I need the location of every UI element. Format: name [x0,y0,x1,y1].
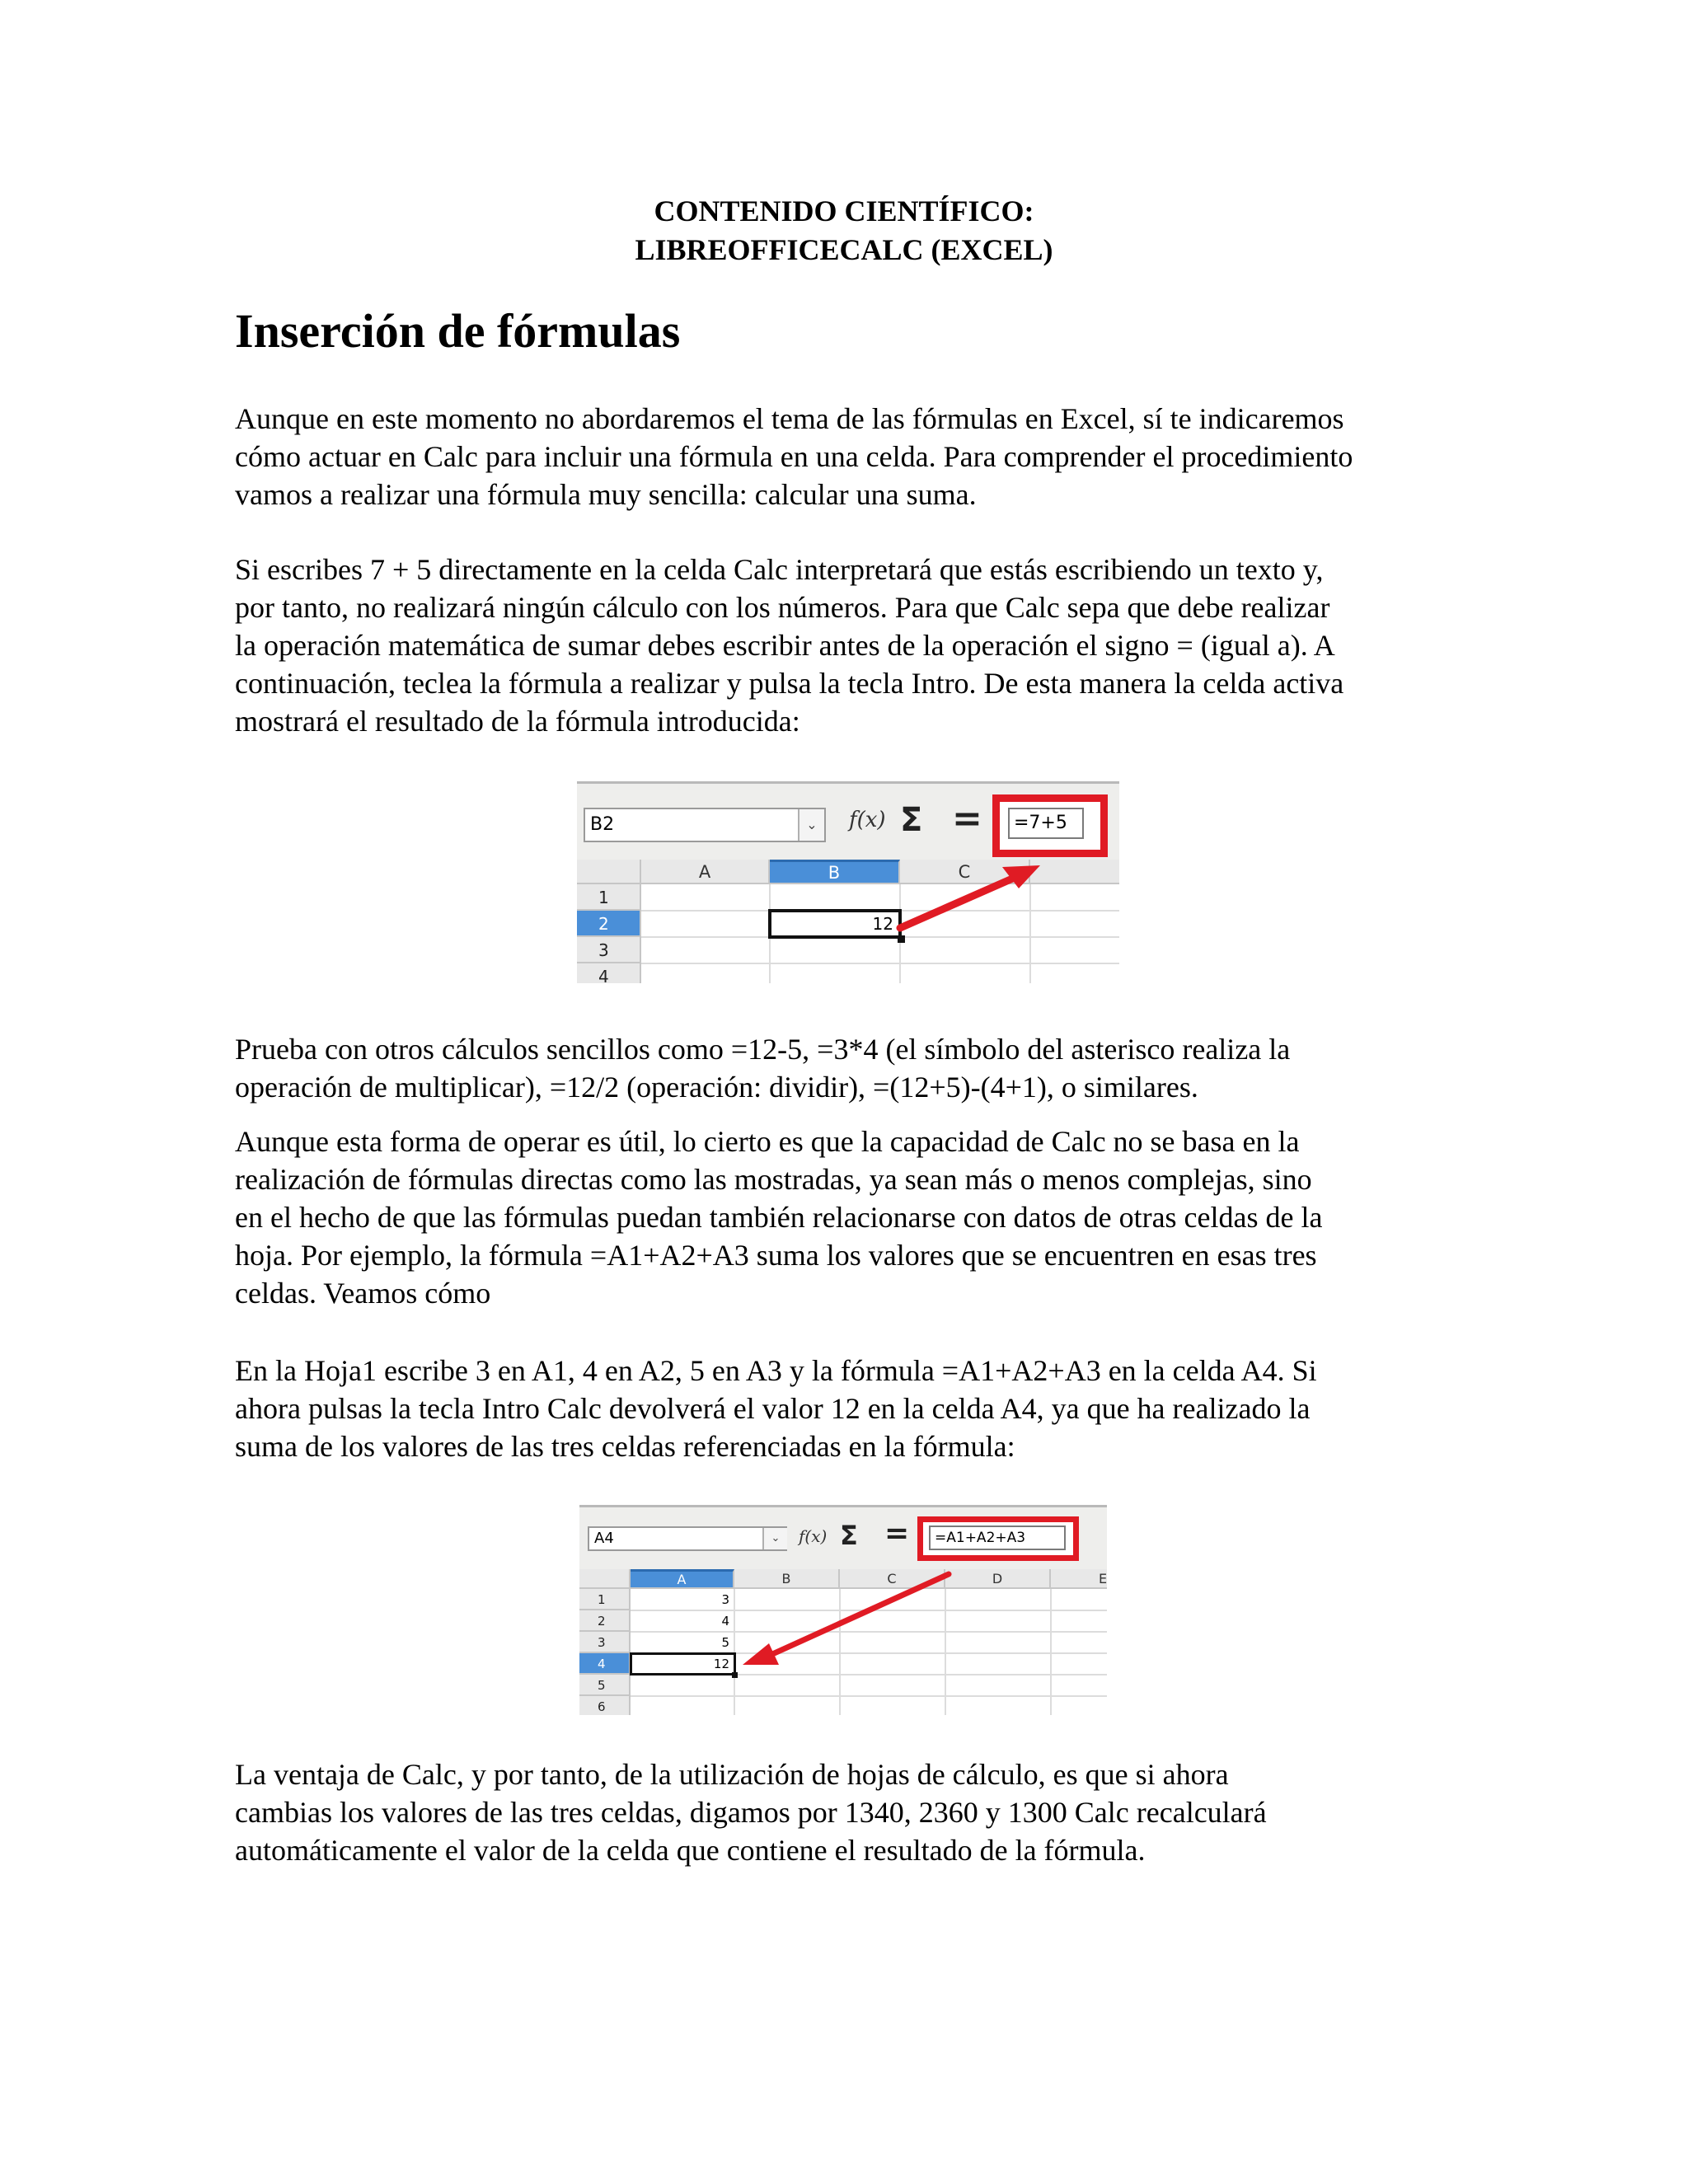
row-header-2[interactable]: 2 [577,911,641,937]
sigma-icon[interactable]: Σ [900,801,923,839]
column-header-c[interactable]: C [900,860,1030,884]
cell-a3-value: 5 [721,1635,729,1650]
red-arrow-icon [577,781,1119,983]
function-wizard-icon[interactable]: f(x) [799,1526,828,1546]
paragraph-line: ahora pulsas la tecla Intro Calc devolverá el valor 12 en la celda A4, ya que ha realizado la [235,1392,1311,1425]
red-arrow-icon [579,1505,1107,1715]
chevron-down-icon[interactable]: ⌄ [798,809,824,841]
paragraph-intro [235,400,1453,513]
cell-a4-value: 12 [713,1657,729,1671]
row-header-4[interactable]: 4 [577,963,641,983]
document-header-line-2: LIBREOFFICECALC (EXCEL) [635,233,1053,266]
section-heading: Inserción de fórmulas [235,304,681,358]
row-header-2[interactable]: 2 [579,1610,631,1632]
calc-screenshot-references [579,1505,1107,1715]
paragraph-line: por tanto, no realizará ningún cálculo con los números. Para que Calc sepa que debe realizar [235,591,1330,624]
sigma-icon[interactable]: Σ [840,1520,858,1551]
row-header-4[interactable]: 4 [579,1653,631,1675]
equals-icon[interactable]: = [884,1516,910,1550]
row-header-5[interactable]: 5 [579,1675,631,1696]
cell-a1-value: 3 [721,1592,729,1607]
column-header-c[interactable]: C [840,1569,945,1589]
paragraph-line: la operación matemática de sumar debes escribir antes de la operación el signo = (igual a). A [235,629,1335,662]
column-header-b[interactable]: B [734,1569,840,1589]
formula-input[interactable]: =A1+A2+A3 [929,1526,1066,1550]
name-box[interactable]: A4 [588,1526,787,1551]
row-header-1[interactable]: 1 [579,1589,631,1610]
paragraph-line: Si escribes 7 + 5 directamente en la celda Calc interpretará que estás escribiendo un texto y, [235,553,1324,586]
paragraph-line: celdas. Veamos cómo [235,1277,491,1310]
paragraph-formula-explanation [235,551,1453,740]
paragraph-cell-references [235,1122,1453,1312]
paragraph-line: suma de los valores de las tres celdas referenciadas en la fórmula: [235,1430,1015,1463]
paragraph-line: En la Hoja1 escribe 3 en A1, 4 en A2, 5 en A3 y la fórmula =A1+A2+A3 en la celda A4. Si [235,1354,1317,1387]
column-header-a[interactable]: A [641,860,770,884]
name-box[interactable]: B2 [584,808,826,842]
chevron-down-icon[interactable]: ⌄ [762,1528,787,1549]
paragraph-line: Aunque en este momento no abordaremos el tema de las fórmulas en Excel, sí te indicaremos [235,402,1344,435]
calc-screenshot-sum [577,781,1119,983]
cell-a2-value: 4 [721,1614,729,1629]
paragraph-line: cómo actuar en Calc para incluir una fórmula en una celda. Para comprender el procedimiento [235,440,1353,473]
paragraph-line: en el hecho de que las fórmulas puedan también relacionarse con datos de otras celdas de la [235,1201,1323,1234]
paragraph-hoja1-example [235,1352,1453,1465]
row-header-3[interactable]: 3 [577,937,641,963]
paragraph-line: La ventaja de Calc, y por tanto, de la utilización de hojas de cálculo, es que si ahora [235,1758,1229,1791]
paragraph-other-calculations [235,1030,1453,1106]
paragraph-line: Prueba con otros cálculos sencillos como =12-5, =3*4 (el símbolo del asterisco realiza la [235,1033,1291,1066]
paragraph-line: mostrará el resultado de la fórmula introducida: [235,705,800,738]
document-header-line-1: CONTENIDO CIENTÍFICO: [654,194,1034,227]
column-header-e[interactable]: E [1051,1569,1107,1589]
paragraph-line: automáticamente el valor de la celda que contiene el resultado de la fórmula. [235,1834,1146,1867]
row-header-6[interactable]: 6 [579,1696,631,1715]
column-header-d[interactable]: D [945,1569,1051,1589]
paragraph-line: operación de multiplicar), =12/2 (operación: dividir), =(12+5)-(4+1), o similares. [235,1071,1198,1104]
equals-icon[interactable]: = [952,798,982,840]
paragraph-line: realización de fórmulas directas como las mostradas, ya sean más o menos complejas, sino [235,1163,1312,1196]
paragraph-line: vamos a realizar una fórmula muy sencilla: calcular una suma. [235,478,977,511]
paragraph-line: hoja. Por ejemplo, la fórmula =A1+A2+A3 suma los valores que se encuentren en esas tres [235,1239,1317,1272]
column-header-b[interactable]: B [770,860,900,884]
row-header-1[interactable]: 1 [577,884,641,911]
cell-b2-value: 12 [872,914,893,934]
column-header-a[interactable]: A [631,1569,734,1589]
paragraph-line: Aunque esta forma de operar es útil, lo cierto es que la capacidad de Calc no se basa en la [235,1125,1300,1158]
row-header-3[interactable]: 3 [579,1632,631,1653]
function-wizard-icon[interactable]: f(x) [849,808,886,832]
formula-input[interactable]: =7+5 [1008,808,1084,839]
paragraph-advantage [235,1755,1453,1869]
paragraph-line: cambias los valores de las tres celdas, digamos por 1340, 2360 y 1300 Calc recalculará [235,1796,1267,1829]
paragraph-line: continuación, teclea la fórmula a realizar y pulsa la tecla Intro. De esta manera la celda activa [235,667,1344,700]
